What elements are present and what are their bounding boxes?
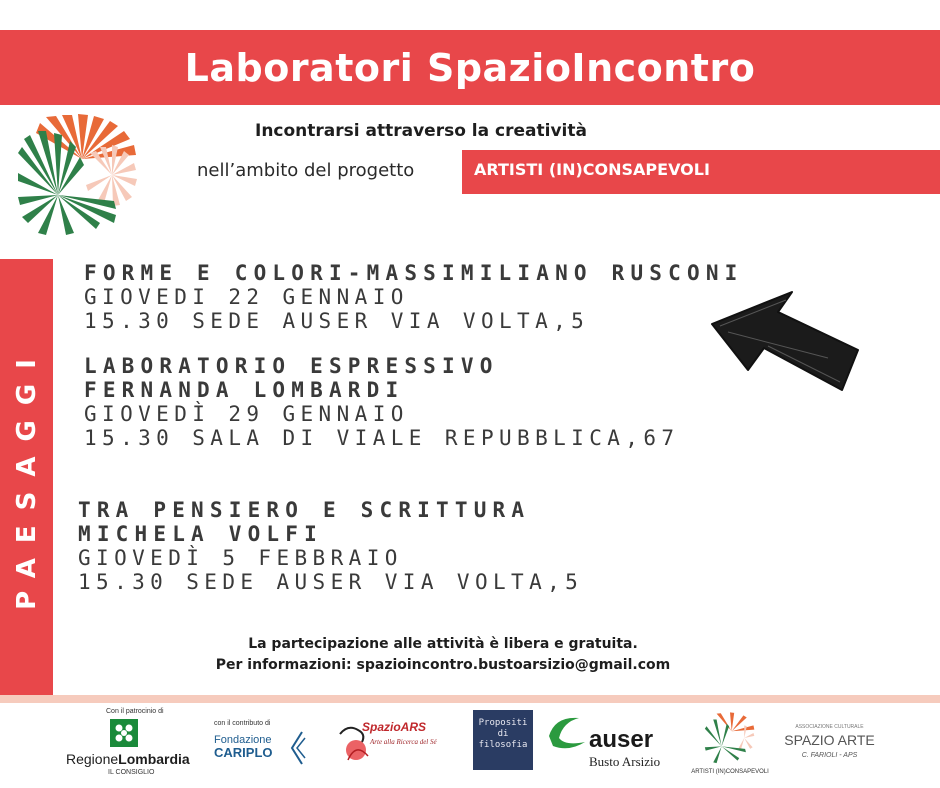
tagline: Incontrarsi attraverso la creatività xyxy=(255,121,587,141)
event-3 xyxy=(78,498,583,594)
header-banner xyxy=(0,30,940,105)
hand-drawn-arrow-icon xyxy=(708,288,860,398)
event-title: TRA PENSIERO E SCRITTURA xyxy=(78,498,531,522)
sponsor-name: SpazioARS xyxy=(362,720,427,734)
event-date: GIOVEDI 22 GENNAIO xyxy=(84,285,409,309)
event-2 xyxy=(84,354,679,450)
cariplo-mark-icon xyxy=(288,730,306,766)
event-place: 15.30 SEDE AUSER VIA VOLTA,5 xyxy=(78,570,584,594)
sponsor-caption: ASSOCIAZIONE CULTURALE xyxy=(795,724,864,730)
flower-logo-icon xyxy=(16,113,140,237)
sponsor-name-line: filosofia xyxy=(478,740,528,750)
event-title: FORME E COLORI-MASSIMILIANO RUSCONI xyxy=(84,261,744,285)
sponsor-sub: IL CONSIGLIO xyxy=(108,769,155,776)
footer-divider xyxy=(0,695,940,703)
event-speaker: MICHELA VOLFI xyxy=(78,522,323,546)
side-label-bar xyxy=(0,259,53,695)
event-date: GIOVEDÌ 5 FEBBRAIO xyxy=(78,546,403,570)
sponsor-fondazione-cariplo xyxy=(212,720,312,770)
contact-info: Per informazioni: spazioincontro.bustoarsizio@gmail.com xyxy=(215,657,671,673)
sponsor-name: SPAZIO ARTE xyxy=(784,732,875,748)
sponsor-sub: C. FARIOLI - APS xyxy=(801,752,858,759)
event-place: 15.30 SALA DI VIALE REPUBBLICA,67 xyxy=(84,426,680,450)
regione-lombardia-icon xyxy=(110,719,138,747)
event-1 xyxy=(84,261,744,333)
project-name-box xyxy=(462,150,940,194)
auser-swoosh-icon xyxy=(545,712,589,752)
sponsor-propositi-di-filosofia xyxy=(473,710,533,770)
sponsor-name: Regione xyxy=(66,751,119,767)
sponsor-caption: ARTISTI (IN)CONSAPEVOLI xyxy=(691,769,769,775)
sponsor-name-line: Propositi xyxy=(478,718,528,728)
sponsor-name: auser xyxy=(589,726,654,753)
sponsor-name-bold: CARIPLO xyxy=(214,745,273,760)
artisti-flower-logo-icon xyxy=(704,712,756,764)
side-label: PAESAGGI xyxy=(11,344,42,610)
sponsor-sub: Busto Arsizio xyxy=(589,754,661,769)
sponsor-name: Fondazione xyxy=(214,734,272,746)
project-name: ARTISTI (IN)CONSAPEVOLI xyxy=(474,160,710,179)
event-place: 15.30 SEDE AUSER VIA VOLTA,5 xyxy=(84,309,590,333)
event-speaker: FERNANDA LOMBARDI xyxy=(84,378,405,402)
event-date: GIOVEDÌ 29 GENNAIO xyxy=(84,402,409,426)
sponsor-spazio-arte xyxy=(782,724,877,772)
sponsor-regione-lombardia xyxy=(66,708,191,780)
sponsor-artisti-inconsapevoli xyxy=(690,712,770,778)
sponsor-name-line: di xyxy=(497,729,509,739)
page-title: Laboratori SpazioIncontro xyxy=(184,45,756,90)
sponsor-auser xyxy=(545,712,670,772)
event-title: LABORATORIO ESPRESSIVO xyxy=(84,354,499,378)
sponsor-sub: Arte alla Ricerca del Sé xyxy=(370,738,437,746)
participation-note: La partecipazione alle attività è libera e gratuita. xyxy=(248,636,638,652)
sponsor-name-bold: Lombardia xyxy=(118,751,190,767)
sponsor-spazioars xyxy=(332,716,452,772)
sponsor-caption: con il contributo di xyxy=(214,720,271,727)
project-prefix: nell’ambito del progetto xyxy=(197,160,415,181)
sponsor-caption: Con il patrocinio di xyxy=(106,708,164,715)
